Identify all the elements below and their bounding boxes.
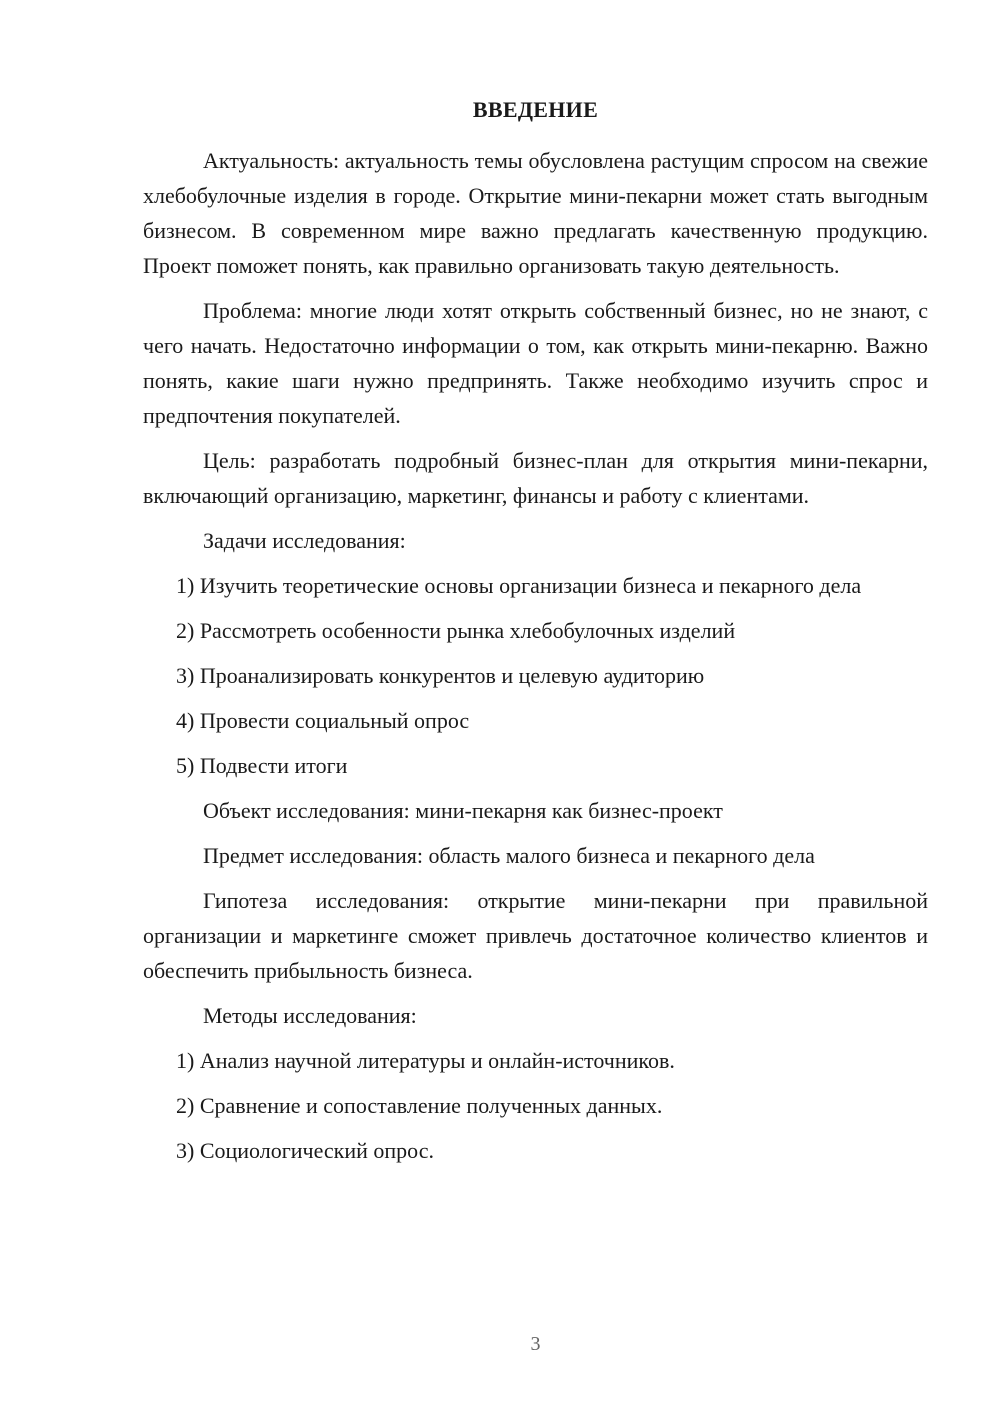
tasks-heading: Задачи исследования: [203, 528, 406, 553]
document-body [143, 143, 928, 1178]
section-title: ВВЕДЕНИЕ [472, 97, 599, 122]
method-item-2: 2) Сравнение и сопоставление полученных данных. [176, 1093, 663, 1118]
task-item-3: 3) Проанализировать конкурентов и целевую аудиторию [176, 663, 705, 688]
method-item-3: 3) Социологический опрос. [176, 1138, 434, 1163]
document-page [143, 0, 928, 1414]
method-item-1: 1) Анализ научной литературы и онлайн-источников. [176, 1048, 675, 1073]
problem-paragraph: Проблема: многие люди хотят открыть собственный бизнес, но не знают, с чего начать. Недостаточно информации о том, как открыть мини-пекарню. Важно понять, какие шаги нужно предпринять. Также необходимо изучить спрос и предпочтения покупателей. [143, 298, 928, 428]
hypothesis-paragraph: Гипотеза исследования: открытие мини-пекарни при правильной организации и маркетинге сможет привлечь достаточное количество клиентов и обеспечить прибыльность бизнеса. [143, 888, 928, 983]
methods-heading: Методы исследования: [203, 1003, 417, 1028]
task-item-4: 4) Провести социальный опрос [176, 708, 470, 733]
page-number: 3 [530, 1333, 541, 1355]
subject-paragraph: Предмет исследования: область малого бизнеса и пекарного дела [203, 843, 815, 868]
object-paragraph: Объект исследования: мини-пекарня как бизнес-проект [203, 798, 723, 823]
relevance-paragraph: Актуальность: актуальность темы обусловлена растущим спросом на свежие хлебобулочные изделия в городе. Открытие мини-пекарни может стать выгодным бизнесом. В современном мире важно предлагать качественную продукцию. Проект поможет понять, как правильно организовать такую деятельность. [143, 148, 928, 278]
task-item-5: 5) Подвести итоги [176, 753, 348, 778]
task-item-2: 2) Рассмотреть особенности рынка хлебобулочных изделий [176, 618, 736, 643]
goal-paragraph: Цель: разработать подробный бизнес-план для открытия мини-пекарни, включающий организацию, маркетинг, финансы и работу с клиентами. [143, 448, 928, 508]
task-item-1: 1) Изучить теоретические основы организации бизнеса и пекарного дела [176, 573, 862, 598]
